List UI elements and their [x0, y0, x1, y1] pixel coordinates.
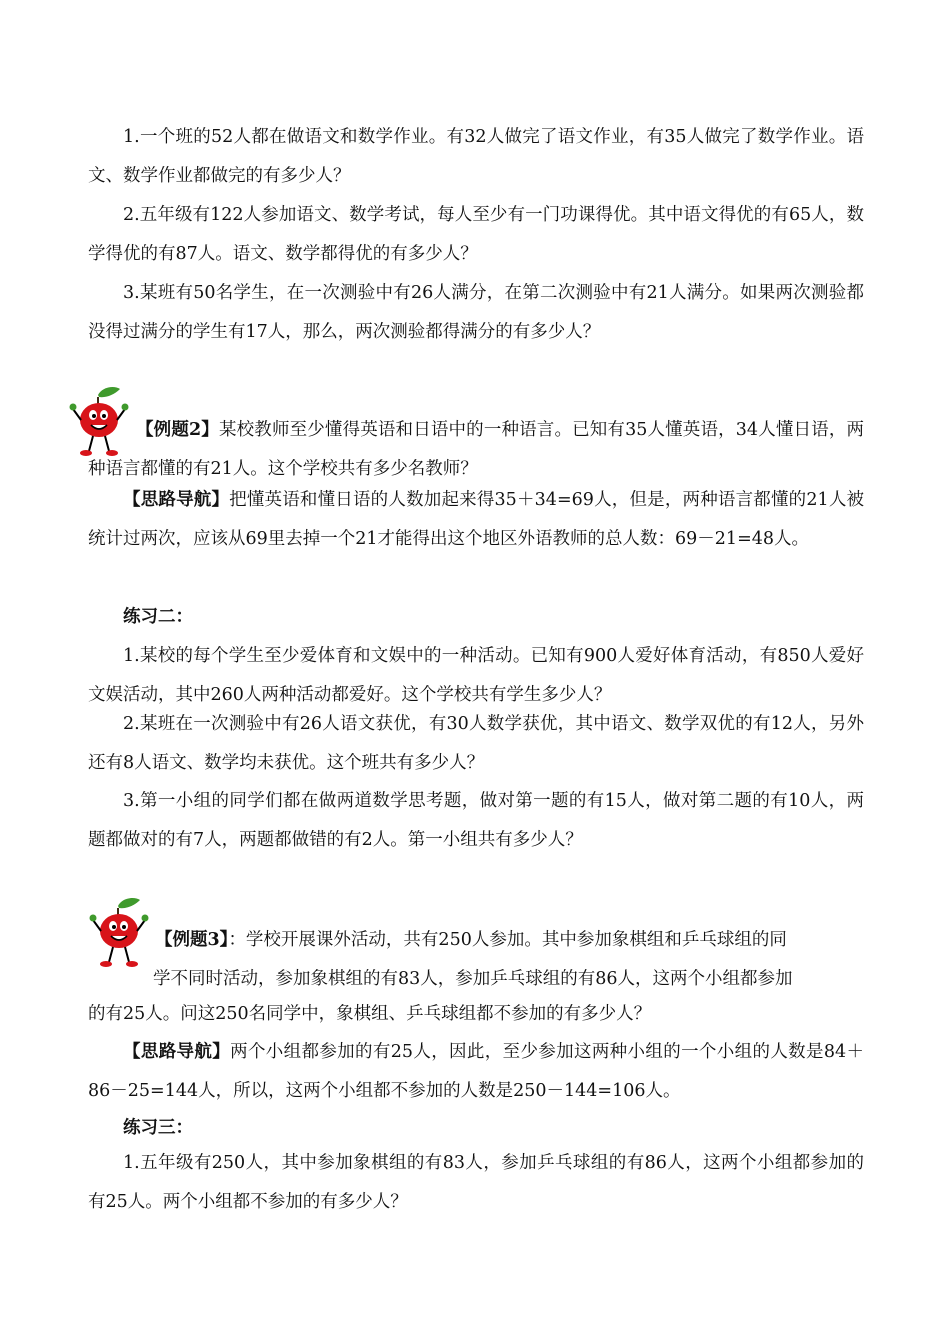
example3-hint-label: 【思路导航】	[123, 1042, 231, 1062]
example2-text: 某校教师至少懂得英语和日语中的一种语言。已知有35人懂英语，34人懂日语，两种语言都懂的有21人。这个学校共有多少名教师？	[88, 420, 864, 479]
practice3-item-1: 1.五年级有250人，其中参加象棋组的有83人，参加乒乓球组的有86人，这两个小组都参加的有25人。两个小组都不参加的有多少人？	[88, 1153, 864, 1212]
example2-question	[88, 411, 864, 489]
example2-label: 【例题2】	[136, 420, 219, 440]
practice3-title: 练习三：	[123, 1118, 193, 1138]
practice2-title: 练习二：	[123, 607, 193, 627]
example2-hint-text: 把懂英语和懂日语的人数加起来得35＋34=69人，但是，两种语言都懂的21人被统计过两次，应该从69里去掉一个21才能得出这个地区外语教师的总人数：69－21=48人。	[88, 490, 865, 549]
apple-mascot-icon	[88, 896, 150, 986]
practice2-item-1: 1.某校的每个学生至少爱体育和文娱中的一种活动。已知有900人爱好体育活动，有850人爱好文娱活动，其中260人两种活动都爱好。这个学校共有学生多少人？	[88, 646, 864, 705]
example3-text-line2: 学不同时活动，参加象棋组的有83人，参加乒乓球组的有86人，这两个小组都参加	[153, 969, 793, 989]
practice1-item-1: 1.一个班的52人都在做语文和数学作业。有32人做完了语文作业，有35人做完了数学作业。语文、数学作业都做完的有多少人？	[88, 127, 864, 186]
example2-hint	[88, 481, 864, 559]
example3-hint	[88, 1033, 864, 1111]
practice1-item-3: 3.某班有50名学生，在一次测验中有26人满分，在第二次测验中有21人满分。如果两次测验都没得过满分的学生有17人，那么，两次测验都得满分的有多少人？	[88, 283, 864, 342]
practice2-item-2: 2.某班在一次测验中有26人语文获优，有30人数学获优，其中语文、数学双优的有12人，另外还有8人语文、数学均未获优。这个班共有多少人？	[88, 714, 864, 773]
example3-text-line1: ：学校开展课外活动，共有250人参加。其中参加象棋组和乒乓球组的同	[228, 930, 787, 950]
example2-hint-label: 【思路导航】	[123, 490, 230, 510]
example3-label: 【例题3】	[155, 930, 229, 950]
practice1-item-2: 2.五年级有122人参加语文、数学考试，每人至少有一门功课得优。其中语文得优的有65人，数学得优的有87人。语文、数学都得优的有多少人？	[88, 205, 864, 264]
example3-hint-text: 两个小组都参加的有25人，因此，至少参加这两种小组的一个小组的人数是84＋86－25=144人，所以，这两个小组都不参加的人数是250－144=106人。	[88, 1042, 864, 1101]
example3-text-line3: 的有25人。问这250名同学中，象棋组、乒乓球组都不参加的有多少人？	[88, 1004, 652, 1024]
practice2-item-3: 3.第一小组的同学们都在做两道数学思考题，做对第一题的有15人，做对第二题的有10人，两题都做对的有7人，两题都做错的有2人。第一小组共有多少人？	[88, 791, 864, 850]
